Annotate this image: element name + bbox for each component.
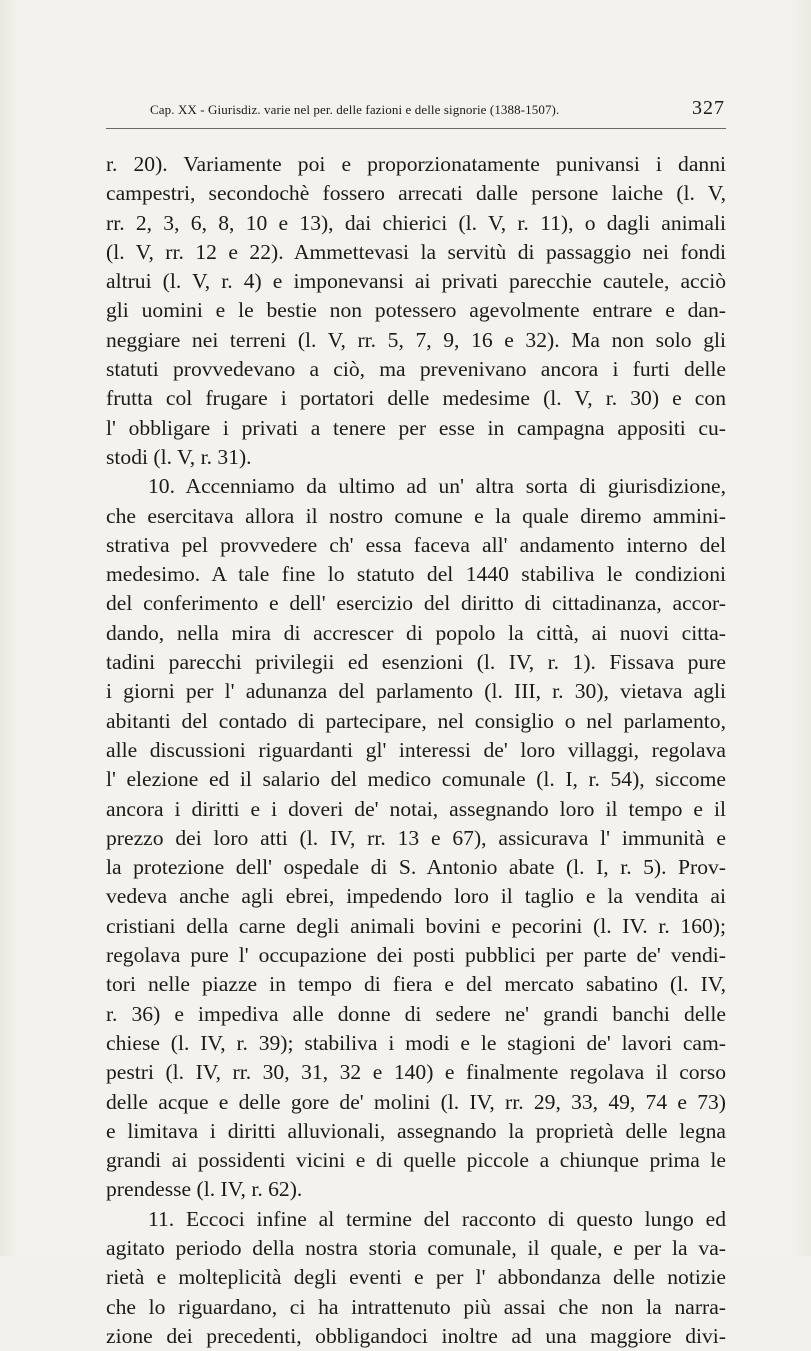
text-line: i giorni per l' adunanza del parlamento (l. III, r. 30), vietava agli — [106, 679, 726, 704]
text-line: rietà e molteplicità degli eventi e per l' abbondanza delle notizie — [106, 1265, 726, 1290]
text-line: campestri, secondochè fossero arrecati dalle persone laiche (l. V, — [106, 181, 726, 206]
text-line: r. 36) e impediva alle donne di sedere ne' grandi banchi delle — [106, 1001, 726, 1026]
text-line: la protezione dell' ospedale di S. Antonio abate (l. I, r. 5). Prov- — [106, 855, 726, 880]
text-line: abitanti del contado di partecipare, nel consiglio o nel parlamento, — [106, 708, 726, 733]
text-line: cristiani della carne degli animali bovini e pecorini (l. IV. r. 160); — [106, 913, 726, 938]
text-line: prendesse (l. IV, r. 62). — [106, 1177, 303, 1202]
text-line: l' obbligare i privati a tenere per esse in campagna appositi cu- — [106, 415, 726, 440]
text-line: tadini parecchi privilegii ed esenzioni (l. IV, r. 1). Fissava pure — [106, 650, 726, 675]
body-text — [106, 150, 726, 1351]
text-line: gli uomini e le bestie non potessero agevolmente entrare e dan- — [106, 298, 726, 323]
text-line: vedeva anche agli ebrei, impedendo loro il taglio e la vendita ai — [106, 884, 726, 909]
text-line: che lo riguardano, ci ha intrattenuto più assai che non la narra- — [106, 1294, 726, 1319]
text-line: grandi ai possidenti vicini e di quelle piccole a chiunque prima le — [106, 1148, 726, 1173]
text-line: strativa pel provvedere ch' essa faceva all' andamento interno del — [106, 532, 726, 557]
text-line: pestri (l. IV, rr. 30, 31, 32 e 140) e finalmente regolava il corso — [106, 1060, 726, 1085]
text-line: delle acque e delle gore de' molini (l. IV, rr. 29, 33, 49, 74 e 73) — [106, 1089, 726, 1114]
text-line: tori nelle piazze in tempo di fiera e del mercato sabatino (l. IV, — [106, 972, 726, 997]
text-line: che esercitava allora il nostro comune e la quale diremo ammini- — [106, 503, 726, 528]
text-line: frutta col frugare i portatori delle medesime (l. V, r. 30) e con — [106, 386, 726, 411]
text-line: medesimo. A tale fine lo statuto del 1440 stabiliva le condizioni — [106, 562, 726, 587]
text-line: dando, nella mira di accrescer di popolo la città, ai nuovi citta- — [106, 620, 726, 645]
text-line: e limitava i diritti alluvionali, assegnando la proprietà delle legna — [106, 1118, 726, 1143]
text-line: rr. 2, 3, 6, 8, 10 e 13), dai chierici (l. V, r. 11), o dagli animali — [106, 210, 726, 235]
running-head — [150, 97, 725, 120]
text-line: chiese (l. IV, r. 39); stabiliva i modi e le stagioni de' lavori cam- — [106, 1030, 726, 1055]
text-line: r. 20). Variamente poi e proporzionatamente punivansi i danni — [106, 152, 726, 176]
text-line: 10. Accenniamo da ultimo ad un' altra sorta di giurisdizione, — [148, 474, 726, 499]
running-head-title: Cap. XX - Giurisdiz. varie nel per. delle fazioni e delle signorie (1388-1507). — [150, 102, 560, 117]
text-line: prezzo dei loro atti (l. IV, rr. 13 e 67), assicurava l' immunità e — [106, 825, 726, 850]
page-number: 327 — [692, 97, 725, 119]
text-line: alle discussioni riguardanti gl' interessi de' loro villaggi, regolava — [106, 737, 726, 762]
text-line: regolava pure l' occupazione dei posti pubblici per parte de' vendi- — [106, 943, 726, 968]
text-line: 11. Eccoci infine al termine del racconto di questo lungo ed — [148, 1206, 726, 1231]
text-line: stodi (l. V, r. 31). — [106, 444, 252, 469]
text-line: agitato periodo della nostra storia comunale, il quale, e per la va- — [106, 1235, 726, 1260]
text-line: altrui (l. V, r. 4) e imponevansi ai privati parecchie cautele, acciò — [106, 269, 726, 294]
text-line: zione dei precedenti, obbligandoci inoltre ad una maggiore divi- — [106, 1323, 726, 1348]
text-line: statuti provvedevano a ciò, ma prevenivano ancora i furti delle — [106, 357, 726, 382]
text-line: (l. V, rr. 12 e 22). Ammettevasi la servitù di passaggio nei fondi — [106, 239, 726, 264]
text-line: ancora i diritti e i doveri de' notai, assegnando loro il tempo e il — [106, 796, 726, 821]
header-rule — [106, 128, 726, 129]
text-line: del conferimento e dell' esercizio del diritto di cittadinanza, accor- — [106, 591, 726, 616]
text-line: l' elezione ed il salario del medico comunale (l. I, r. 54), siccome — [106, 767, 726, 792]
text-line: neggiare nei terreni (l. V, rr. 5, 7, 9, 16 e 32). Ma non solo gli — [106, 327, 726, 352]
